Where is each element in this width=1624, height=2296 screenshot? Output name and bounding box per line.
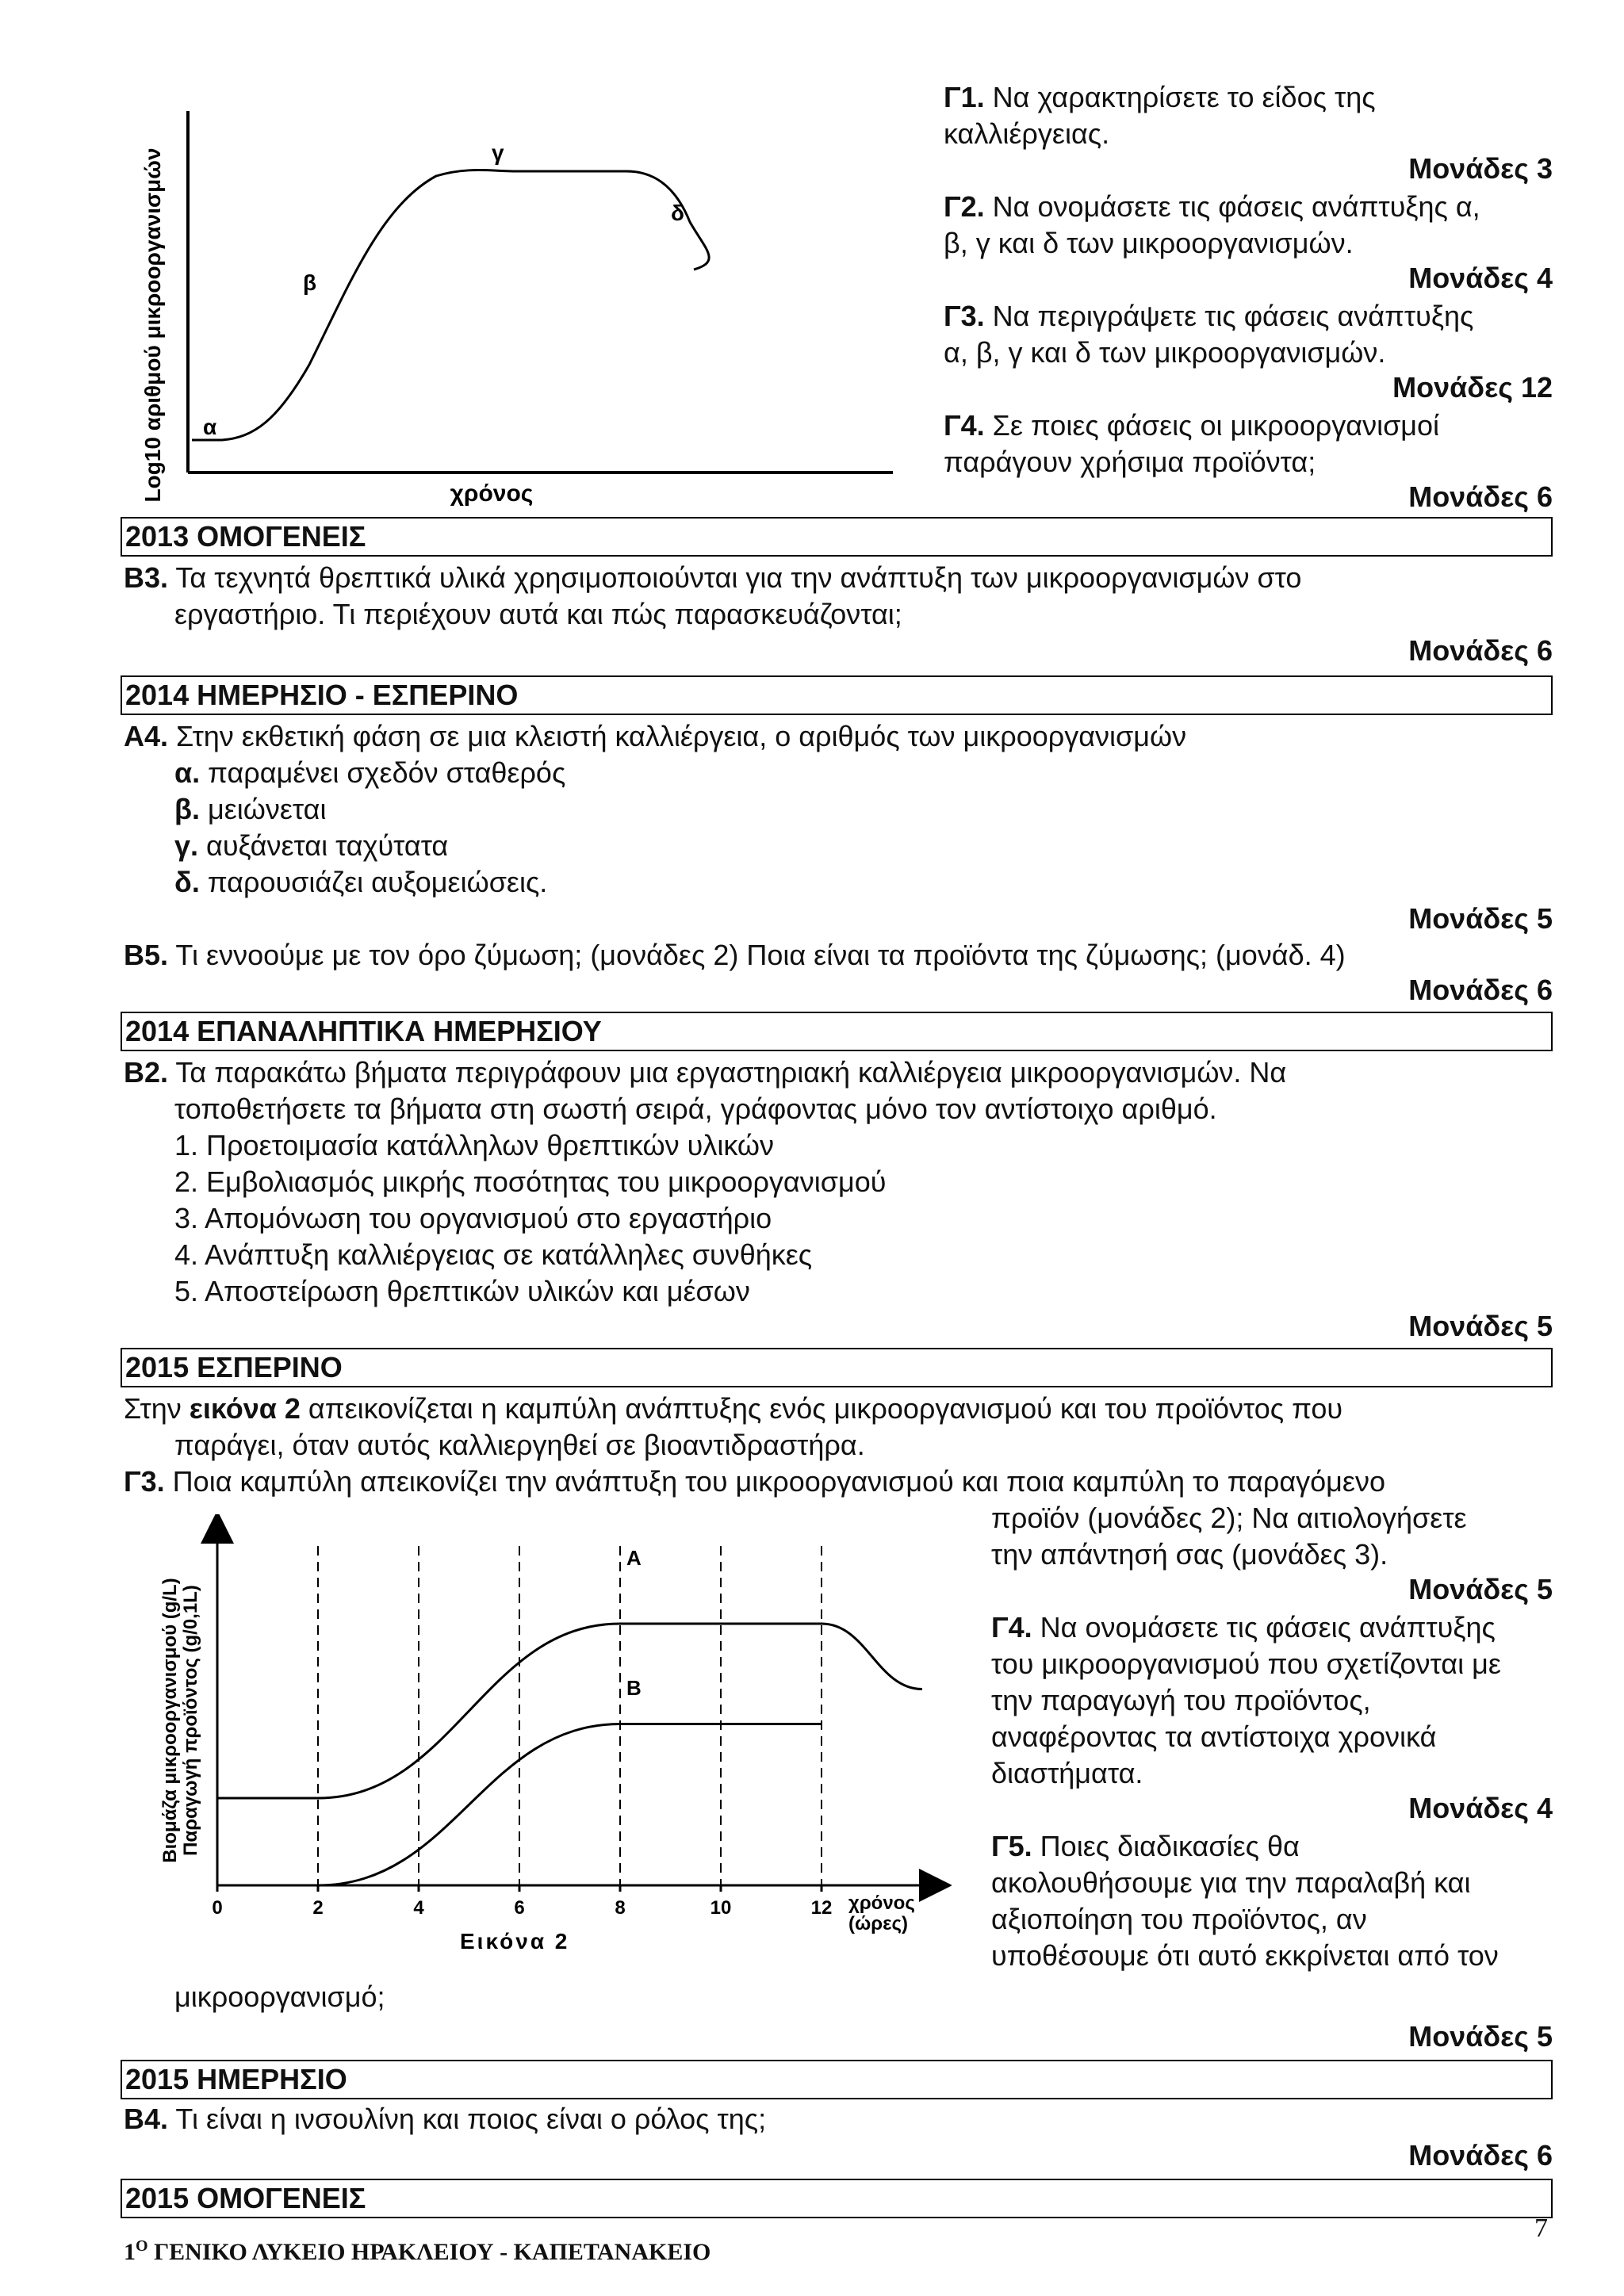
chart2-x-tick-label: 0	[212, 1897, 223, 1919]
series-label-b: B	[626, 1676, 642, 1700]
points-g5-2015: Μονάδες 5	[1408, 2020, 1553, 2053]
question-g3-cont: α, β, γ και δ των μικροοργανισμών.	[944, 336, 1386, 369]
option-text: παρουσιάζει αυξομειώσεις.	[199, 866, 548, 898]
chart1-x-label: χρόνος	[450, 480, 534, 507]
chart1-growth-curve	[192, 170, 709, 441]
question-a4	[124, 718, 1186, 755]
intro-text	[124, 1391, 1342, 1427]
option-c	[174, 828, 448, 864]
chart2-x-tick-label: 6	[514, 1897, 525, 1919]
question-g3-2015-cont: προϊόν (μονάδες 2); Να αιτιολογήσετε	[991, 1502, 1467, 1534]
question-text: Να ονομάσετε τις φάσεις ανάπτυξης α,	[984, 190, 1480, 223]
chart1-phase-label: β	[303, 270, 317, 295]
question-label: Β3.	[124, 561, 169, 594]
question-g2-cont: β, γ και δ των μικροοργανισμών.	[944, 227, 1354, 259]
question-text: Τα τεχνητά θρεπτικά υλικά χρησιμοποιούνται για την ανάπτυξη των μικροοργανισμών στο	[168, 561, 1302, 594]
question-text: Σε ποιες φάσεις οι μικροοργανισμοί	[984, 409, 1440, 442]
points-g3-2015: Μονάδες 5	[1408, 1573, 1553, 1605]
option-text: αυξάνεται ταχύτατα	[198, 829, 449, 862]
series-label-a: A	[626, 1546, 642, 1570]
option-letter: α.	[174, 756, 201, 789]
question-text: Να περιγράψετε τις φάσεις ανάπτυξης	[984, 300, 1474, 332]
points-g1: Μονάδες 3	[1408, 152, 1553, 185]
chart2-y-label-1: Βιομάζα μικροοργανισμού (g/L)	[159, 1578, 181, 1863]
question-label: Γ4.	[991, 1611, 1032, 1644]
question-text: Τι είναι η ινσουλίνη και ποιος είναι ο ρόλος της;	[168, 2103, 767, 2135]
chart2-series-b-line	[318, 1724, 822, 1886]
chart2-x-tick-label: 12	[810, 1897, 833, 1919]
points-g4: Μονάδες 6	[1408, 480, 1553, 513]
question-label: Α4.	[124, 720, 169, 752]
question-text: Να ονομάσετε τις φάσεις ανάπτυξης	[1032, 1611, 1496, 1644]
growth-curve-chart	[119, 111, 912, 523]
question-text: Να χαρακτηρίσετε το είδος της	[984, 81, 1376, 113]
intro-text-cont: παράγει, όταν αυτός καλλιεργηθεί σε βιοαντιδραστήρα.	[174, 1429, 865, 1461]
points-b3: Μονάδες 6	[1408, 634, 1553, 667]
question-label: Β4.	[124, 2103, 169, 2135]
option-text: μειώνεται	[199, 793, 327, 825]
section-header-2014: 2014 ΗΜΕΡΗΣΙΟ - ΕΣΠΕΡΙΝΟ	[121, 675, 1553, 715]
question-g5-2015-cont: υποθέσουμε ότι αυτό εκκρίνεται από τον	[991, 1939, 1499, 1972]
option-b	[174, 791, 326, 828]
points-g3: Μονάδες 12	[1392, 371, 1553, 404]
question-b2-cont: τοποθετήσετε τα βήματα στη σωστή σειρά, γράφοντας μόνο τον αντίστοιχο αριθμό.	[174, 1093, 1217, 1125]
footer-superscript: Ο	[136, 2237, 148, 2255]
question-text: Ποιες διαδικασίες θα	[1032, 1830, 1300, 1862]
chart2-x-unit: (ώρες)	[848, 1913, 908, 1934]
figure2-caption: Εικόνα 2	[460, 1929, 570, 1954]
intro-part: Στην	[124, 1392, 190, 1425]
step-item: 2. Εμβολιασμός μικρής ποσότητας του μικροοργανισμού	[174, 1165, 887, 1198]
question-label: Γ3.	[944, 300, 985, 332]
section-header-2014-repeat: 2014 ΕΠΑΝΑΛΗΠΤΙΚΑ ΗΜΕΡΗΣΙΟΥ	[121, 1012, 1553, 1051]
points-g4-2015: Μονάδες 4	[1408, 1792, 1553, 1824]
option-letter: β.	[174, 793, 200, 825]
question-g4	[944, 408, 1439, 444]
points-a4: Μονάδες 5	[1408, 902, 1553, 935]
question-b3-cont: εργαστήριο. Τι περιέχουν αυτά και πώς παρασκευάζονται;	[174, 598, 902, 630]
chart2-x-tick-label: 2	[312, 1897, 324, 1919]
question-g3-2015-cont: την απάντησή σας (μονάδες 3).	[991, 1538, 1388, 1571]
question-g4-2015-cont: του μικροοργανισμού που σχετίζονται με	[991, 1647, 1501, 1680]
step-item: 3. Απομόνωση του οργανισμού στο εργαστήριο	[174, 1202, 772, 1234]
footer-divider	[121, 2217, 1553, 2218]
points-b4: Μονάδες 6	[1408, 2139, 1553, 2172]
points-g2: Μονάδες 4	[1408, 262, 1553, 294]
chart2-series-a-line	[217, 1624, 922, 1798]
question-g5-2015-cont: ακολουθήσουμε για την παραλαβή και	[991, 1866, 1471, 1899]
step-item: 1. Προετοιμασία κατάλληλων θρεπτικών υλικών	[174, 1129, 774, 1161]
question-b3	[124, 560, 1301, 596]
chart2-x-tick-label: 10	[710, 1897, 732, 1919]
chart2-x-tick-label: 4	[413, 1897, 424, 1919]
option-letter: γ.	[174, 829, 199, 862]
chart1-phase-label: α	[203, 415, 217, 439]
chart2-y-label-2: Παραγωγή προϊόντος (g/0,1L)	[180, 1585, 201, 1856]
question-text: Στην εκθετική φάση σε μια κλειστή καλλιέργεια, ο αριθμός των μικροοργανισμών	[168, 720, 1187, 752]
question-g4-2015	[991, 1609, 1496, 1646]
question-label: Γ3.	[124, 1465, 165, 1498]
chart1-phase-label: γ	[492, 140, 504, 165]
chart2-x-label: χρόνος	[848, 1892, 915, 1914]
section-header-2015-evening: 2015 ΕΣΠΕΡΙΝΟ	[121, 1348, 1553, 1387]
question-g1	[944, 79, 1376, 116]
question-label: Γ5.	[991, 1830, 1032, 1862]
step-item: 4. Ανάπτυξη καλλιέργειας σε κατάλληλες συνθήκες	[174, 1238, 813, 1271]
question-g5-2015-cont: αξιοποίηση του προϊόντος, αν	[991, 1903, 1367, 1935]
footer-school-name	[124, 2237, 710, 2266]
option-a	[174, 755, 565, 791]
chart1-phase-label: δ	[671, 201, 684, 225]
question-b4	[124, 2101, 766, 2137]
question-label: Γ1.	[944, 81, 985, 113]
question-g3-2015	[124, 1464, 1385, 1500]
question-g4-cont: παράγουν χρήσιμα προϊόντα;	[944, 446, 1316, 478]
question-b2	[124, 1054, 1286, 1091]
question-text: Ποια καμπύλη απεικονίζει την ανάπτυξη του μικροοργανισμού και ποια καμπύλη το παραγόμενο	[164, 1465, 1385, 1498]
question-g1-cont: καλλιέργειας.	[944, 117, 1110, 150]
option-d	[174, 864, 547, 901]
question-label: Β2.	[124, 1056, 169, 1089]
question-g3	[944, 298, 1473, 335]
intro-part: απεικονίζεται η καμπύλη ανάπτυξης ενός μικροοργανισμού και του προϊόντος που	[300, 1392, 1343, 1425]
question-g2	[944, 189, 1480, 225]
intro-figure-ref: εικόνα 2	[189, 1392, 301, 1425]
question-label: Β5.	[124, 939, 169, 971]
page-number: 7	[1534, 2214, 1548, 2243]
option-text: παραμένει σχεδόν σταθερός	[200, 756, 566, 789]
section-header-2015-expat: 2015 ΟΜΟΓΕΝΕΙΣ	[121, 2179, 1553, 2218]
footer-text: ΓΕΝΙΚΟ ΛΥΚΕΙΟ ΗΡΑΚΛΕΙΟΥ - ΚΑΠΕΤΑΝΑΚΕΙΟ	[147, 2239, 711, 2265]
question-text: Τι εννοούμε με τον όρο ζύμωση; (μονάδες 2) Ποια είναι τα προϊόντα της ζύμωσης; (μονάδ. 4)	[168, 939, 1346, 971]
question-label: Γ2.	[944, 190, 985, 223]
option-letter: δ.	[174, 866, 200, 898]
question-label: Γ4.	[944, 409, 985, 442]
chart1-y-label: Log10 αριθμού μικροοργανισμών	[140, 147, 165, 503]
question-g4-2015-cont: την παραγωγή του προϊόντος,	[991, 1684, 1371, 1716]
figure2-chart	[151, 1514, 952, 1958]
points-b2: Μονάδες 5	[1408, 1310, 1553, 1342]
question-g4-2015-cont: διαστήματα.	[991, 1757, 1143, 1789]
question-text: Τα παρακάτω βήματα περιγράφουν μια εργαστηριακή καλλιέργεια μικροοργανισμών. Να	[168, 1056, 1287, 1089]
step-item: 5. Αποστείρωση θρεπτικών υλικών και μέσων	[174, 1275, 750, 1307]
points-b5: Μονάδες 6	[1408, 974, 1553, 1006]
question-g4-2015-cont: αναφέροντας τα αντίστοιχα χρονικά	[991, 1720, 1437, 1753]
footer-number: 1	[124, 2239, 136, 2265]
section-header-2013: 2013 ΟΜΟΓΕΝΕΙΣ	[121, 517, 1553, 557]
chart2-x-tick-label: 8	[615, 1897, 626, 1919]
section-header-2015-day: 2015 ΗΜΕΡΗΣΙΟ	[121, 2060, 1553, 2099]
question-g5-2015	[991, 1828, 1300, 1865]
question-b5	[124, 937, 1346, 974]
question-g5-2015-tail: μικροοργανισμό;	[174, 1980, 385, 2013]
